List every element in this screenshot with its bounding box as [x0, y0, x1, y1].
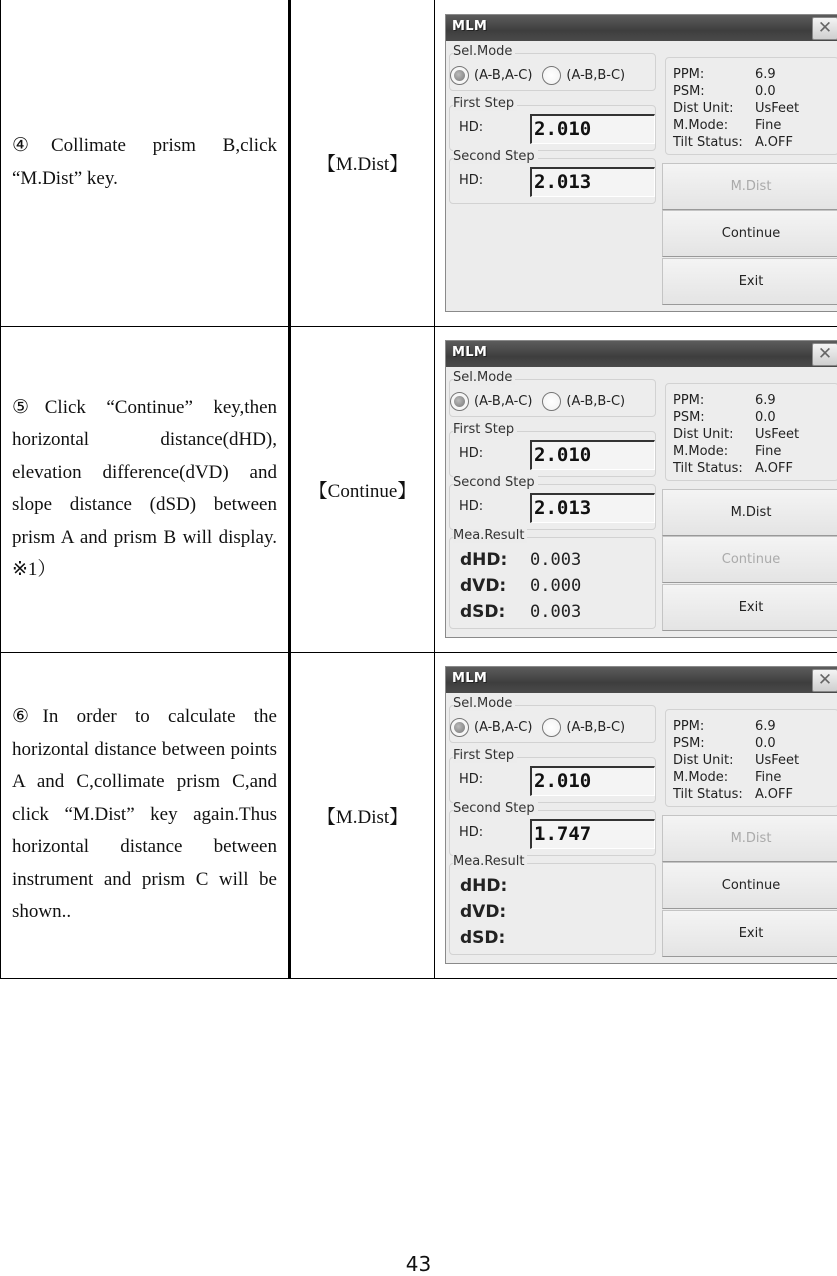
key-cell — [290, 0, 435, 326]
hd-label: HD: — [459, 446, 483, 461]
sel-mode-group — [449, 379, 656, 417]
screen-cell — [435, 0, 837, 326]
close-button[interactable] — [812, 669, 837, 692]
second-step-group — [449, 158, 656, 204]
m-dist-button[interactable]: M.Dist — [662, 489, 837, 536]
info-row-ppm: PPM: 6.9 — [673, 392, 799, 409]
exit-button[interactable]: Exit — [662, 584, 837, 631]
info-row-psm: PSM: 0.0 — [673, 409, 799, 426]
info-row-tilt-status: Tilt Status: A.OFF — [673, 786, 799, 803]
radio-label: (A-B,A-C) — [474, 720, 532, 735]
mlm-window — [445, 14, 837, 312]
result-row-dsd: dSD: 0.003 — [460, 602, 581, 622]
result-row-dvd: dVD: — [460, 902, 530, 922]
info-row-m-mode: M.Mode: Fine — [673, 117, 799, 134]
status-panel — [665, 383, 837, 481]
mea-result-group — [449, 863, 656, 955]
second-step-hd-field[interactable]: 2.013 — [530, 493, 655, 523]
radio-label: (A-B,A-C) — [474, 394, 532, 409]
group-label: Second Step — [453, 802, 538, 816]
continue-button[interactable]: Continue — [662, 536, 837, 583]
key-cell — [290, 326, 435, 652]
step-text: ④Collimate prism B,click “M.Dist” key. — [12, 130, 277, 195]
radio-ab-ac[interactable] — [450, 718, 469, 737]
group-label: First Step — [453, 97, 517, 111]
info-row-psm: PSM: 0.0 — [673, 735, 799, 752]
hd-label: HD: — [459, 499, 483, 514]
radio-label: (A-B,B-C) — [566, 720, 625, 735]
info-row-psm: PSM: 0.0 — [673, 83, 799, 100]
close-icon: ✕ — [818, 18, 832, 38]
continue-button[interactable]: Continue — [662, 862, 837, 909]
group-label: Second Step — [453, 476, 538, 490]
group-label: First Step — [453, 423, 517, 437]
radio-label: (A-B,B-C) — [566, 394, 625, 409]
group-label: Second Step — [453, 150, 538, 164]
info-row-ppm: PPM: 6.9 — [673, 718, 799, 735]
close-button[interactable] — [812, 17, 837, 40]
step-cell — [1, 652, 290, 978]
info-row-dist-unit: Dist Unit: UsFeet — [673, 752, 799, 769]
hd-label: HD: — [459, 120, 483, 135]
second-step-hd-field[interactable]: 1.747 — [530, 819, 655, 849]
key-cell — [290, 652, 435, 978]
second-step-group — [449, 810, 656, 856]
exit-button[interactable]: Exit — [662, 258, 837, 305]
instruction-row-4 — [1, 0, 837, 326]
sel-mode-group — [449, 705, 656, 743]
info-row-ppm: PPM: 6.9 — [673, 66, 799, 83]
result-row-dhd: dHD: 0.003 — [460, 550, 581, 570]
mlm-window — [445, 666, 837, 964]
close-icon: ✕ — [818, 344, 832, 364]
first-step-group — [449, 105, 656, 151]
result-row-dsd: dSD: — [460, 928, 530, 948]
close-icon: ✕ — [818, 670, 832, 690]
window-title: MLM — [452, 671, 487, 686]
status-panel — [665, 57, 837, 155]
first-step-group — [449, 757, 656, 803]
screen-cell — [435, 326, 837, 652]
instruction-row-6 — [1, 652, 837, 978]
sel-mode-group — [449, 53, 656, 91]
second-step-group — [449, 484, 656, 530]
hd-label: HD: — [459, 772, 483, 787]
result-row-dvd: dVD: 0.000 — [460, 576, 581, 596]
window-title: MLM — [452, 19, 487, 34]
key-label: 【M.Dist】 — [317, 807, 408, 828]
screen-cell — [435, 652, 837, 978]
radio-label: (A-B,A-C) — [474, 68, 532, 83]
step-cell — [1, 0, 290, 326]
m-dist-button[interactable]: M.Dist — [662, 815, 837, 862]
title-bar — [446, 15, 837, 41]
first-step-hd-field[interactable]: 2.010 — [530, 114, 655, 144]
exit-button[interactable]: Exit — [662, 910, 837, 957]
hd-label: HD: — [459, 825, 483, 840]
group-label: Sel.Mode — [453, 371, 515, 385]
page-number: 43 — [0, 1252, 837, 1276]
info-row-dist-unit: Dist Unit: UsFeet — [673, 426, 799, 443]
info-row-m-mode: M.Mode: Fine — [673, 769, 799, 786]
hd-label: HD: — [459, 173, 483, 188]
radio-ab-bc[interactable] — [542, 66, 561, 85]
mlm-window — [445, 340, 837, 638]
m-dist-button[interactable]: M.Dist — [662, 163, 837, 210]
info-row-m-mode: M.Mode: Fine — [673, 443, 799, 460]
step-text: ⑤Click “Continue” key,then horizontal distance(dHD), elevation difference(dVD) and slope distance (dSD) between prism A and prism B will display. ※1） — [12, 392, 277, 587]
instruction-row-5 — [1, 326, 837, 652]
title-bar — [446, 667, 837, 693]
status-panel — [665, 709, 837, 807]
second-step-hd-field[interactable]: 2.013 — [530, 167, 655, 197]
first-step-hd-field[interactable]: 2.010 — [530, 766, 655, 796]
key-label: 【Continue】 — [309, 481, 417, 502]
continue-button[interactable]: Continue — [662, 210, 837, 257]
radio-ab-ac[interactable] — [450, 66, 469, 85]
step-cell — [1, 326, 290, 652]
radio-ab-bc[interactable] — [542, 392, 561, 411]
radio-ab-bc[interactable] — [542, 718, 561, 737]
title-bar — [446, 341, 837, 367]
first-step-group — [449, 431, 656, 477]
key-label: 【M.Dist】 — [317, 154, 408, 175]
group-label: First Step — [453, 749, 517, 763]
close-button[interactable] — [812, 343, 837, 366]
result-row-dhd: dHD: — [460, 876, 530, 896]
group-label: Sel.Mode — [453, 697, 515, 711]
group-label: Mea.Result — [453, 855, 527, 869]
mea-result-group — [449, 537, 656, 629]
radio-ab-ac[interactable] — [450, 392, 469, 411]
first-step-hd-field[interactable]: 2.010 — [530, 440, 655, 470]
info-row-tilt-status: Tilt Status: A.OFF — [673, 134, 799, 151]
group-label: Sel.Mode — [453, 45, 515, 59]
info-row-tilt-status: Tilt Status: A.OFF — [673, 460, 799, 477]
group-label: Mea.Result — [453, 529, 527, 543]
window-title: MLM — [452, 345, 487, 360]
info-row-dist-unit: Dist Unit: UsFeet — [673, 100, 799, 117]
step-text: ⑥In order to calculate the horizontal distance between points A and C,collimate prism C,and click “M.Dist” key again.Thus horizontal distance between instrument and prism C will be shown.. — [12, 701, 277, 929]
radio-label: (A-B,B-C) — [566, 68, 625, 83]
